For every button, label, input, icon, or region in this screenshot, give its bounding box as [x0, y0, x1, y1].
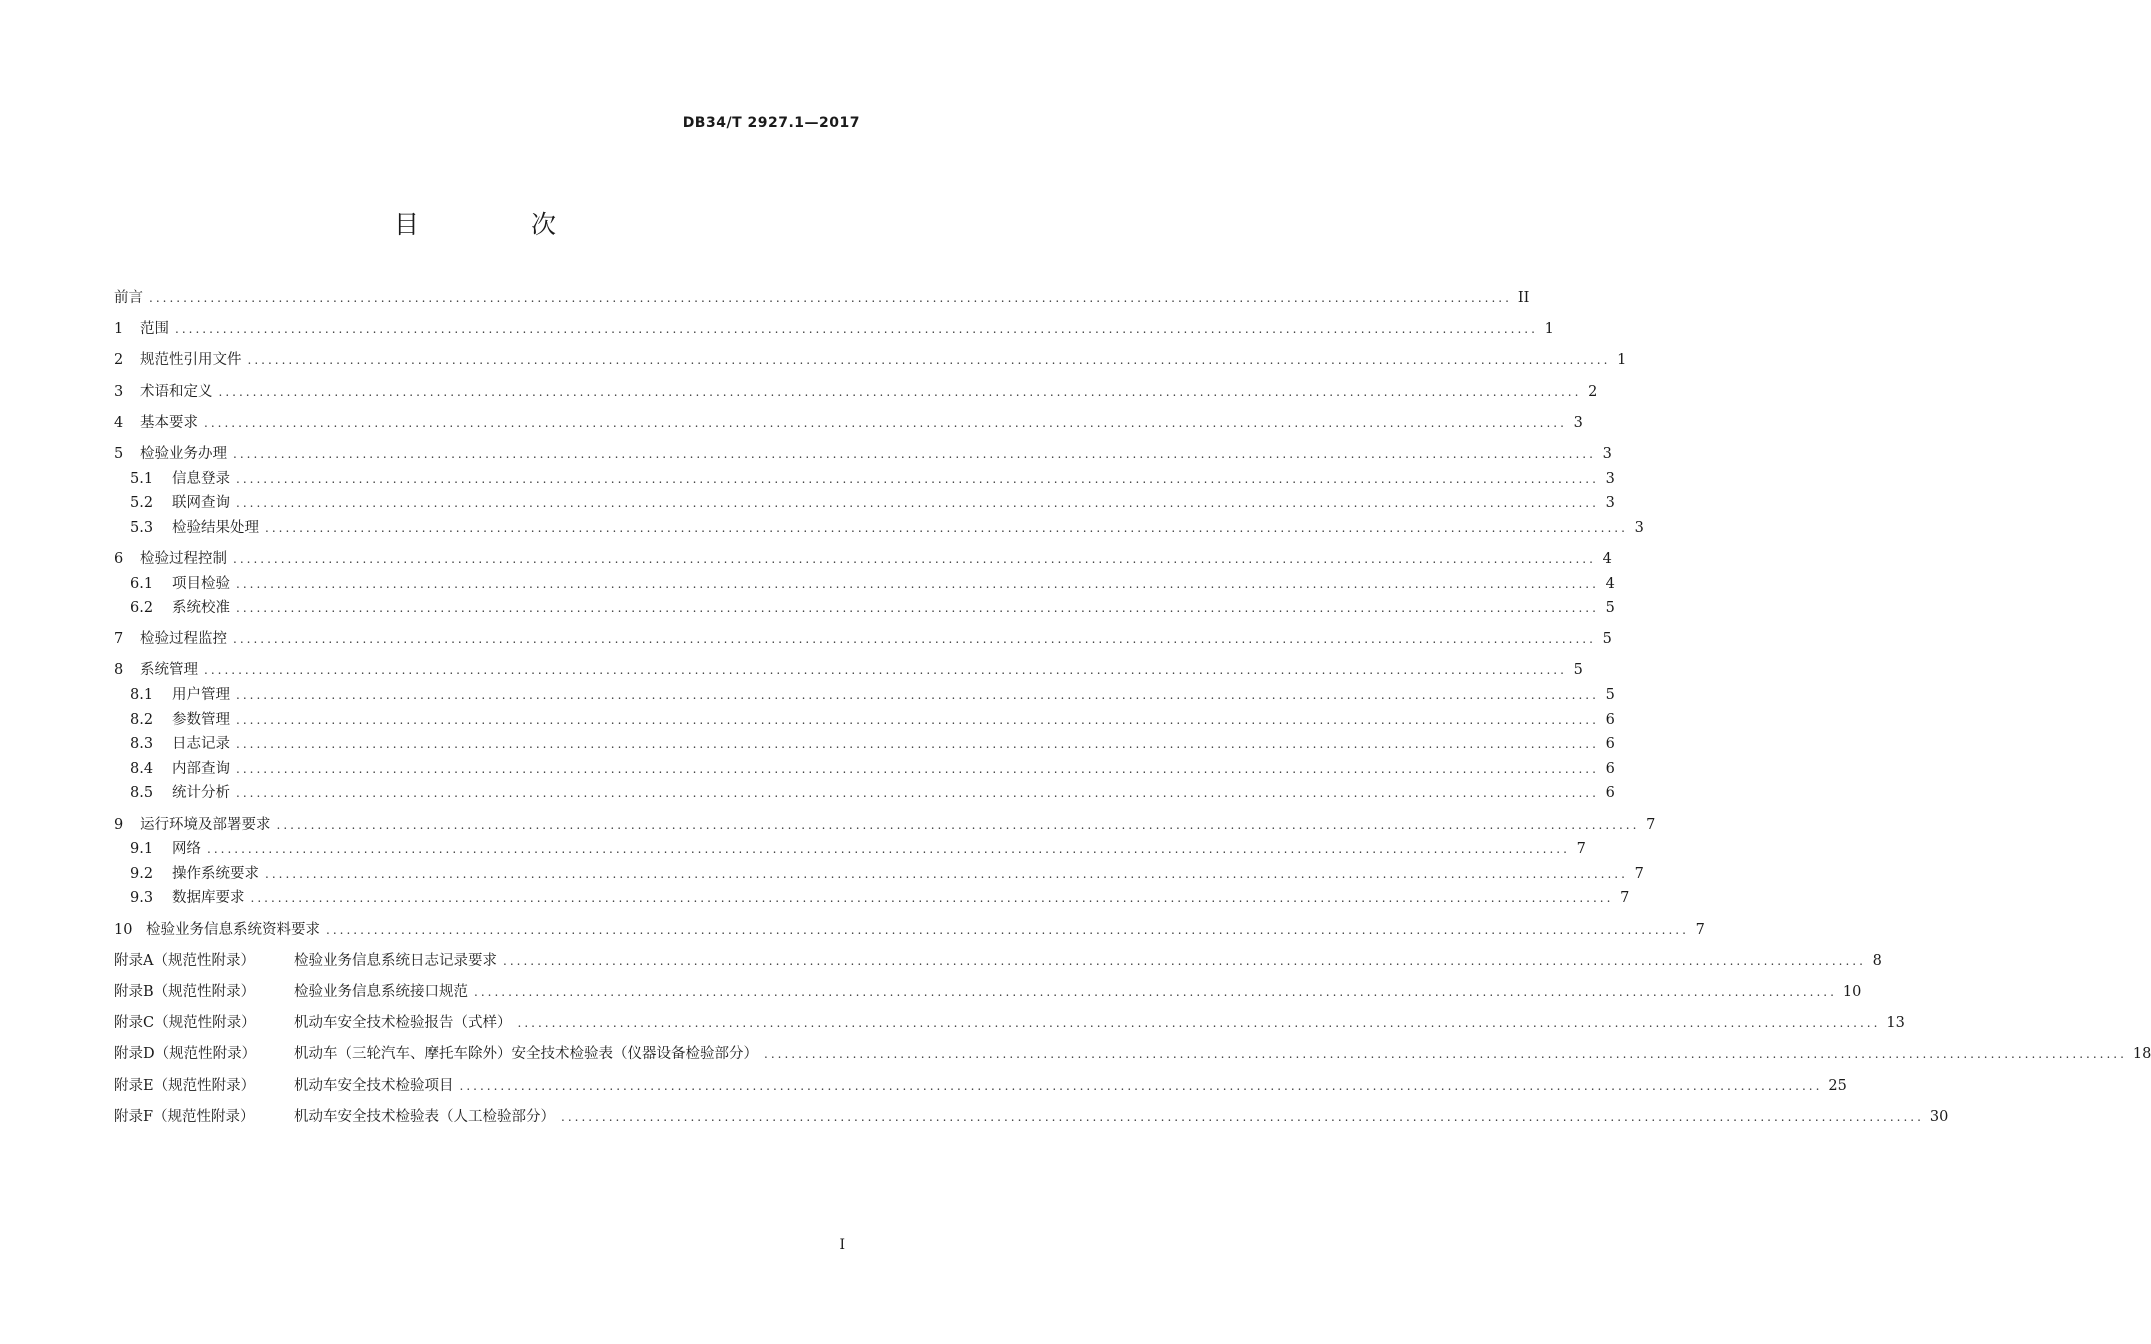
toc-dot-leader: ........................................................................................................................................................................................................ — [207, 842, 1570, 857]
page-title: 目 次 — [394, 210, 608, 239]
toc-entry-page: 7 — [1695, 921, 1705, 938]
toc-entry-label: 运行环境及部署要求 — [140, 816, 271, 833]
toc-entry-label: 检验业务信息系统资料要求 — [146, 921, 320, 938]
toc-entry[interactable] — [114, 1042, 2151, 1067]
toc-entry[interactable] — [114, 516, 1644, 541]
toc-entry-label: 机动车（三轮汽车、摩托车除外）安全技术检验表（仪器设备检验部分） — [294, 1046, 758, 1063]
toc-entry-page: 7 — [1576, 841, 1586, 858]
toc-entry-page: 3 — [1634, 519, 1644, 536]
toc-entry-label: 检验过程监控 — [140, 631, 227, 648]
toc-entry[interactable] — [114, 411, 1583, 436]
toc-entry-page: 7 — [1646, 816, 1656, 833]
toc-entry-label: 检验业务办理 — [140, 445, 227, 462]
toc-entry[interactable] — [114, 980, 1862, 1005]
toc-dot-leader: ........................................................................................................................................................................................................ — [236, 786, 1599, 801]
toc-entry[interactable] — [114, 732, 1615, 757]
toc-entry-page: 3 — [1602, 445, 1612, 462]
toc-entry-number: 2 — [114, 352, 124, 369]
toc-entry-label: 联网查询 — [172, 495, 230, 512]
toc-entry-number: 8.4 — [130, 760, 154, 777]
toc-dot-leader: ........................................................................................................................................................................................................ — [236, 712, 1599, 727]
toc-entry-label: 基本要求 — [140, 414, 198, 431]
toc-entry-label: 网络 — [172, 841, 201, 858]
toc-entry-number: 8.5 — [130, 785, 154, 802]
toc-entry-label: 检验过程控制 — [140, 550, 227, 567]
toc-entry[interactable] — [114, 708, 1615, 733]
toc-entry-number: 3 — [114, 383, 124, 400]
toc-dot-leader: ........................................................................................................................................................................................................ — [236, 471, 1599, 486]
toc-entry-label: 范围 — [140, 321, 169, 338]
toc-entry-page: 5 — [1573, 662, 1583, 679]
toc-dot-leader: ........................................................................................................................................................................................................ — [503, 953, 1866, 968]
toc-entry-label: 术语和定义 — [140, 383, 213, 400]
toc-entry-page: 6 — [1605, 785, 1615, 802]
toc-dot-leader: ........................................................................................................................................................................................................ — [561, 1109, 1924, 1124]
toc-entry-label: 用户管理 — [172, 687, 230, 704]
toc-dot-leader: ........................................................................................................................................................................................................ — [236, 576, 1599, 591]
toc-entry[interactable] — [114, 683, 1615, 708]
toc-entry-label: 检验业务信息系统日志记录要求 — [294, 952, 497, 969]
toc-entry[interactable] — [114, 813, 1656, 838]
toc-dot-leader: ........................................................................................................................................................................................................ — [459, 1078, 1823, 1093]
toc-entry-page: 5 — [1605, 600, 1615, 617]
toc-entry[interactable] — [114, 572, 1615, 597]
toc-entry-page: 8 — [1872, 952, 1882, 969]
toc-entry[interactable] — [114, 348, 1627, 373]
toc-entry-number: 6.1 — [130, 575, 154, 592]
toc-dot-leader: ........................................................................................................................................................................................................ — [236, 761, 1599, 776]
toc-entry-number: 附录F（规范性附录） — [114, 1108, 255, 1125]
toc-entry-label: 系统管理 — [140, 662, 198, 679]
toc-entry-number: 6 — [114, 550, 124, 567]
toc-dot-leader: ........................................................................................................................................................................................................ — [233, 446, 1596, 461]
toc-entry-page: 4 — [1605, 575, 1615, 592]
toc-entry-number: 附录D（规范性附录） — [114, 1046, 257, 1063]
toc-entry-label: 内部查询 — [172, 760, 230, 777]
toc-entry-label: 参数管理 — [172, 711, 230, 728]
toc-entry[interactable] — [114, 1074, 1847, 1099]
toc-entry-number: 1 — [114, 321, 124, 338]
toc-entry-page: 6 — [1605, 711, 1615, 728]
toc-entry-page: II — [1517, 290, 1530, 306]
toc-entry-number: 9.1 — [130, 841, 154, 858]
toc-entry-number: 附录E（规范性附录） — [114, 1077, 256, 1094]
toc-entry-page: 3 — [1573, 414, 1583, 431]
toc-entry-page: 3 — [1605, 470, 1615, 487]
toc-entry[interactable] — [114, 1105, 1949, 1130]
toc-entry[interactable] — [114, 627, 1612, 652]
toc-entry-label: 数据库要求 — [172, 890, 245, 907]
toc-entry-number: 5 — [114, 445, 124, 462]
toc-entry-label: 机动车安全技术检验项目 — [294, 1077, 454, 1094]
toc-entry-number: 附录C（规范性附录） — [114, 1015, 256, 1032]
toc-entry[interactable] — [114, 918, 1705, 943]
toc-dot-leader: ........................................................................................................................................................................................................ — [175, 322, 1538, 337]
toc-entry-label: 统计分析 — [172, 785, 230, 802]
toc-dot-leader: ........................................................................................................................................................................................................ — [764, 1047, 2127, 1062]
standard-number: DB34/T 2927.1—2017 — [682, 115, 860, 131]
toc-entry-number: 附录B（规范性附录） — [114, 983, 256, 1000]
toc-dot-leader: ........................................................................................................................................................................................................ — [233, 632, 1596, 647]
toc-dot-leader: ........................................................................................................................................................................................................ — [326, 922, 1689, 937]
toc-dot-leader: ........................................................................................................................................................................................................ — [204, 415, 1567, 430]
toc-entry-number: 8.2 — [130, 711, 154, 728]
toc-entry-page: 4 — [1602, 550, 1612, 567]
toc-entry-page: 25 — [1828, 1077, 1847, 1094]
toc-entry[interactable] — [114, 837, 1586, 862]
toc-entry-page: 5 — [1605, 687, 1615, 704]
toc-entry-number: 附录A（规范性附录） — [114, 952, 255, 969]
toc-dot-leader: ........................................................................................................................................................................................................ — [218, 384, 1582, 399]
toc-dot-leader: ........................................................................................................................................................................................................ — [149, 291, 1512, 305]
toc-entry-page: 1 — [1617, 352, 1627, 369]
toc-entry-number: 8.3 — [130, 736, 154, 753]
toc-dot-leader: ........................................................................................................................................................................................................ — [250, 891, 1614, 906]
toc-entry[interactable] — [114, 658, 1583, 683]
toc-entry-number: 9.2 — [130, 865, 154, 882]
toc-entry-page: 30 — [1929, 1108, 1949, 1125]
toc-entry-label: 前言 — [114, 290, 143, 306]
toc-entry[interactable] — [114, 781, 1615, 806]
toc-entry-page: 6 — [1605, 736, 1615, 753]
toc-entry-page: 3 — [1605, 495, 1615, 512]
toc-entry-page: 1 — [1544, 321, 1554, 338]
toc-entry[interactable] — [114, 286, 1530, 311]
toc-entry[interactable] — [114, 886, 1630, 911]
toc-entry[interactable] — [114, 380, 1598, 405]
toc-dot-leader: ........................................................................................................................................................................................................ — [265, 866, 1628, 881]
toc-entry[interactable] — [114, 547, 1612, 572]
toc-entry[interactable] — [114, 949, 1882, 974]
toc-entry-page: 6 — [1605, 760, 1615, 777]
toc-entry-number: 5.1 — [130, 470, 154, 487]
table-of-contents — [114, 286, 2151, 1129]
toc-entry-number: 8.1 — [130, 687, 154, 704]
toc-dot-leader: ........................................................................................................................................................................................................ — [276, 817, 1640, 832]
toc-entry-label: 机动车安全技术检验报告（式样） — [294, 1015, 512, 1032]
toc-entry-page: 5 — [1602, 631, 1612, 648]
toc-entry-page: 7 — [1634, 865, 1644, 882]
toc-entry[interactable] — [114, 491, 1615, 516]
toc-entry-label: 检验结果处理 — [172, 519, 259, 536]
toc-dot-leader: ........................................................................................................................................................................................................ — [517, 1016, 1881, 1031]
toc-entry[interactable] — [114, 757, 1615, 782]
toc-dot-leader: ........................................................................................................................................................................................................ — [236, 737, 1599, 752]
toc-entry-number: 4 — [114, 414, 124, 431]
toc-entry-number: 6.2 — [130, 600, 154, 617]
toc-dot-leader: ........................................................................................................................................................................................................ — [233, 551, 1596, 566]
toc-entry-label: 系统校准 — [172, 600, 230, 617]
toc-entry-label: 规范性引用文件 — [140, 352, 242, 369]
toc-entry-label: 检验业务信息系统接口规范 — [294, 983, 468, 1000]
toc-entry[interactable] — [114, 862, 1644, 887]
toc-entry[interactable] — [114, 467, 1615, 492]
toc-entry-number: 9 — [114, 816, 124, 833]
toc-dot-leader: ........................................................................................................................................................................................................ — [265, 520, 1628, 535]
toc-entry-label: 操作系统要求 — [172, 865, 259, 882]
toc-entry-page: 2 — [1588, 383, 1598, 400]
toc-entry-number: 5.2 — [130, 495, 154, 512]
toc-entry-number: 7 — [114, 631, 124, 648]
toc-entry-page: 10 — [1842, 983, 1862, 1000]
toc-dot-leader: ........................................................................................................................................................................................................ — [474, 984, 1837, 999]
toc-entry-page: 13 — [1886, 1015, 1905, 1032]
toc-entry-number: 9.3 — [130, 890, 154, 907]
toc-entry[interactable] — [114, 317, 1554, 342]
toc-entry-page: 18 — [2132, 1046, 2151, 1063]
toc-entry-page: 7 — [1620, 890, 1630, 907]
toc-dot-leader: ........................................................................................................................................................................................................ — [236, 496, 1599, 511]
toc-entry[interactable] — [114, 442, 1612, 467]
toc-entry-label: 机动车安全技术检验表（人工检验部分） — [294, 1108, 555, 1125]
toc-entry-label: 信息登录 — [172, 470, 230, 487]
toc-dot-leader: ........................................................................................................................................................................................................ — [247, 353, 1611, 368]
toc-dot-leader: ........................................................................................................................................................................................................ — [236, 688, 1599, 703]
toc-entry-label: 日志记录 — [172, 736, 230, 753]
toc-entry[interactable] — [114, 1011, 1905, 1036]
toc-entry[interactable] — [114, 596, 1615, 621]
toc-entry-number: 10 — [114, 921, 133, 938]
toc-dot-leader: ........................................................................................................................................................................................................ — [236, 601, 1599, 616]
toc-entry-label: 项目检验 — [172, 575, 230, 592]
toc-entry-number: 5.3 — [130, 519, 154, 536]
page-folio: I — [839, 1237, 845, 1253]
toc-entry-number: 8 — [114, 662, 124, 679]
toc-dot-leader: ........................................................................................................................................................................................................ — [204, 663, 1567, 678]
